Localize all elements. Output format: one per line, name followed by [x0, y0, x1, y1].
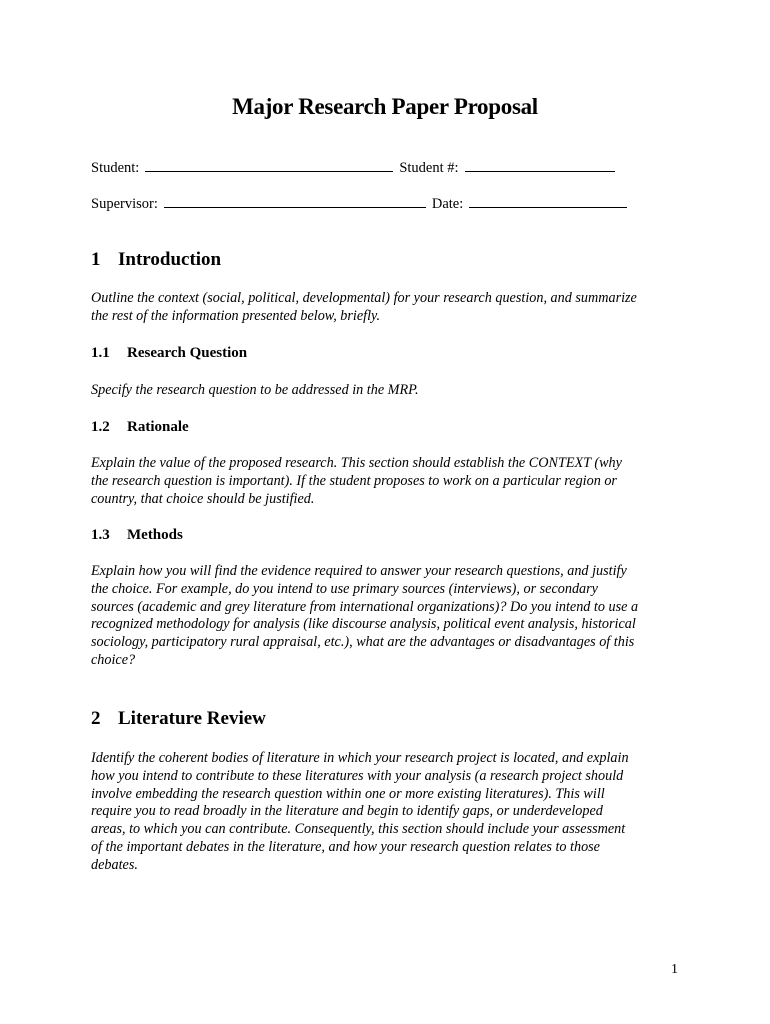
section-heading-introduction: [91, 249, 221, 271]
literature-review-text: [91, 750, 691, 875]
text-line: sources (academic and grey literature from international organizations)? Do you intend to use a: [91, 598, 639, 615]
text-line: debates.: [91, 856, 138, 873]
student-name-blank[interactable]: [145, 170, 393, 172]
text-line: recognized methodology for analysis (like discourse analysis, political event analysis, historical: [91, 616, 636, 633]
text-line: choice?: [91, 651, 136, 668]
section-number: 1.2: [91, 419, 110, 435]
text-line: involve embedding the research question within one or more existing literatures). This will: [91, 785, 605, 802]
section-number: 1: [91, 249, 101, 270]
section-heading-literature-review: [91, 708, 266, 730]
student-row: [91, 160, 621, 177]
section-number: 1.3: [91, 527, 110, 543]
text-line: the rest of the information presented below, briefly.: [91, 307, 381, 324]
research-question-text: [91, 382, 691, 400]
section-title: Methods: [127, 527, 183, 543]
text-line: country, that choice should be justified.: [91, 490, 315, 507]
section-title: Research Question: [127, 345, 248, 361]
section-number: 1.1: [91, 345, 110, 361]
rationale-text: [91, 455, 691, 508]
page-number: 1: [671, 962, 678, 977]
text-line: Explain the value of the proposed research. This section should establish the CONTEXT (why: [91, 455, 622, 471]
section-title: Literature Review: [118, 708, 266, 729]
section-title: Introduction: [118, 249, 222, 270]
supervisor-label: Supervisor:: [91, 196, 158, 212]
text-line: sociology, participatory rural appraisal, etc.), what are the advantages or disadvantages of this: [91, 634, 635, 651]
date-label: Date:: [431, 196, 464, 212]
text-line: the choice. For example, do you intend to use primary sources (interviews), or secondary: [91, 580, 598, 597]
document-title: Major Research Paper Proposal: [232, 94, 538, 119]
student-number-label: Student #:: [399, 160, 459, 176]
introduction-text: [91, 290, 691, 326]
text-line: of the important debates in the literature, and how your research question relates to those: [91, 838, 600, 855]
text-line: how you intend to contribute to these literatures with your analysis (a research project should: [91, 767, 624, 784]
text-line: areas, to which you can contribute. Consequently, this section should include your assessment: [91, 821, 626, 838]
section-heading-rationale: [91, 419, 189, 436]
section-heading-research-question: [91, 345, 247, 362]
section-number: 2: [91, 708, 101, 729]
text-line: require you to read broadly in the literature and begin to identify gaps, or underdeveloped: [91, 803, 603, 820]
methods-text: [91, 563, 691, 670]
text-line: Identify the coherent bodies of literature in which your research project is located, and explain: [91, 750, 629, 766]
date-blank[interactable]: [469, 206, 627, 208]
section-heading-methods: [91, 527, 183, 544]
supervisor-blank[interactable]: [164, 206, 426, 208]
text-line: Explain how you will find the evidence required to answer your research questions, and justify: [91, 563, 627, 579]
text-line: Outline the context (social, political, developmental) for your research question, and summarize: [91, 290, 637, 306]
student-label: Student:: [91, 160, 140, 176]
section-title: Rationale: [127, 419, 189, 435]
supervisor-row: [91, 196, 633, 213]
text-line: the research question is important). If the student proposes to work on a particular region or: [91, 472, 617, 489]
student-number-blank[interactable]: [465, 170, 615, 172]
text-line: Specify the research question to be addressed in the MRP.: [91, 382, 419, 398]
